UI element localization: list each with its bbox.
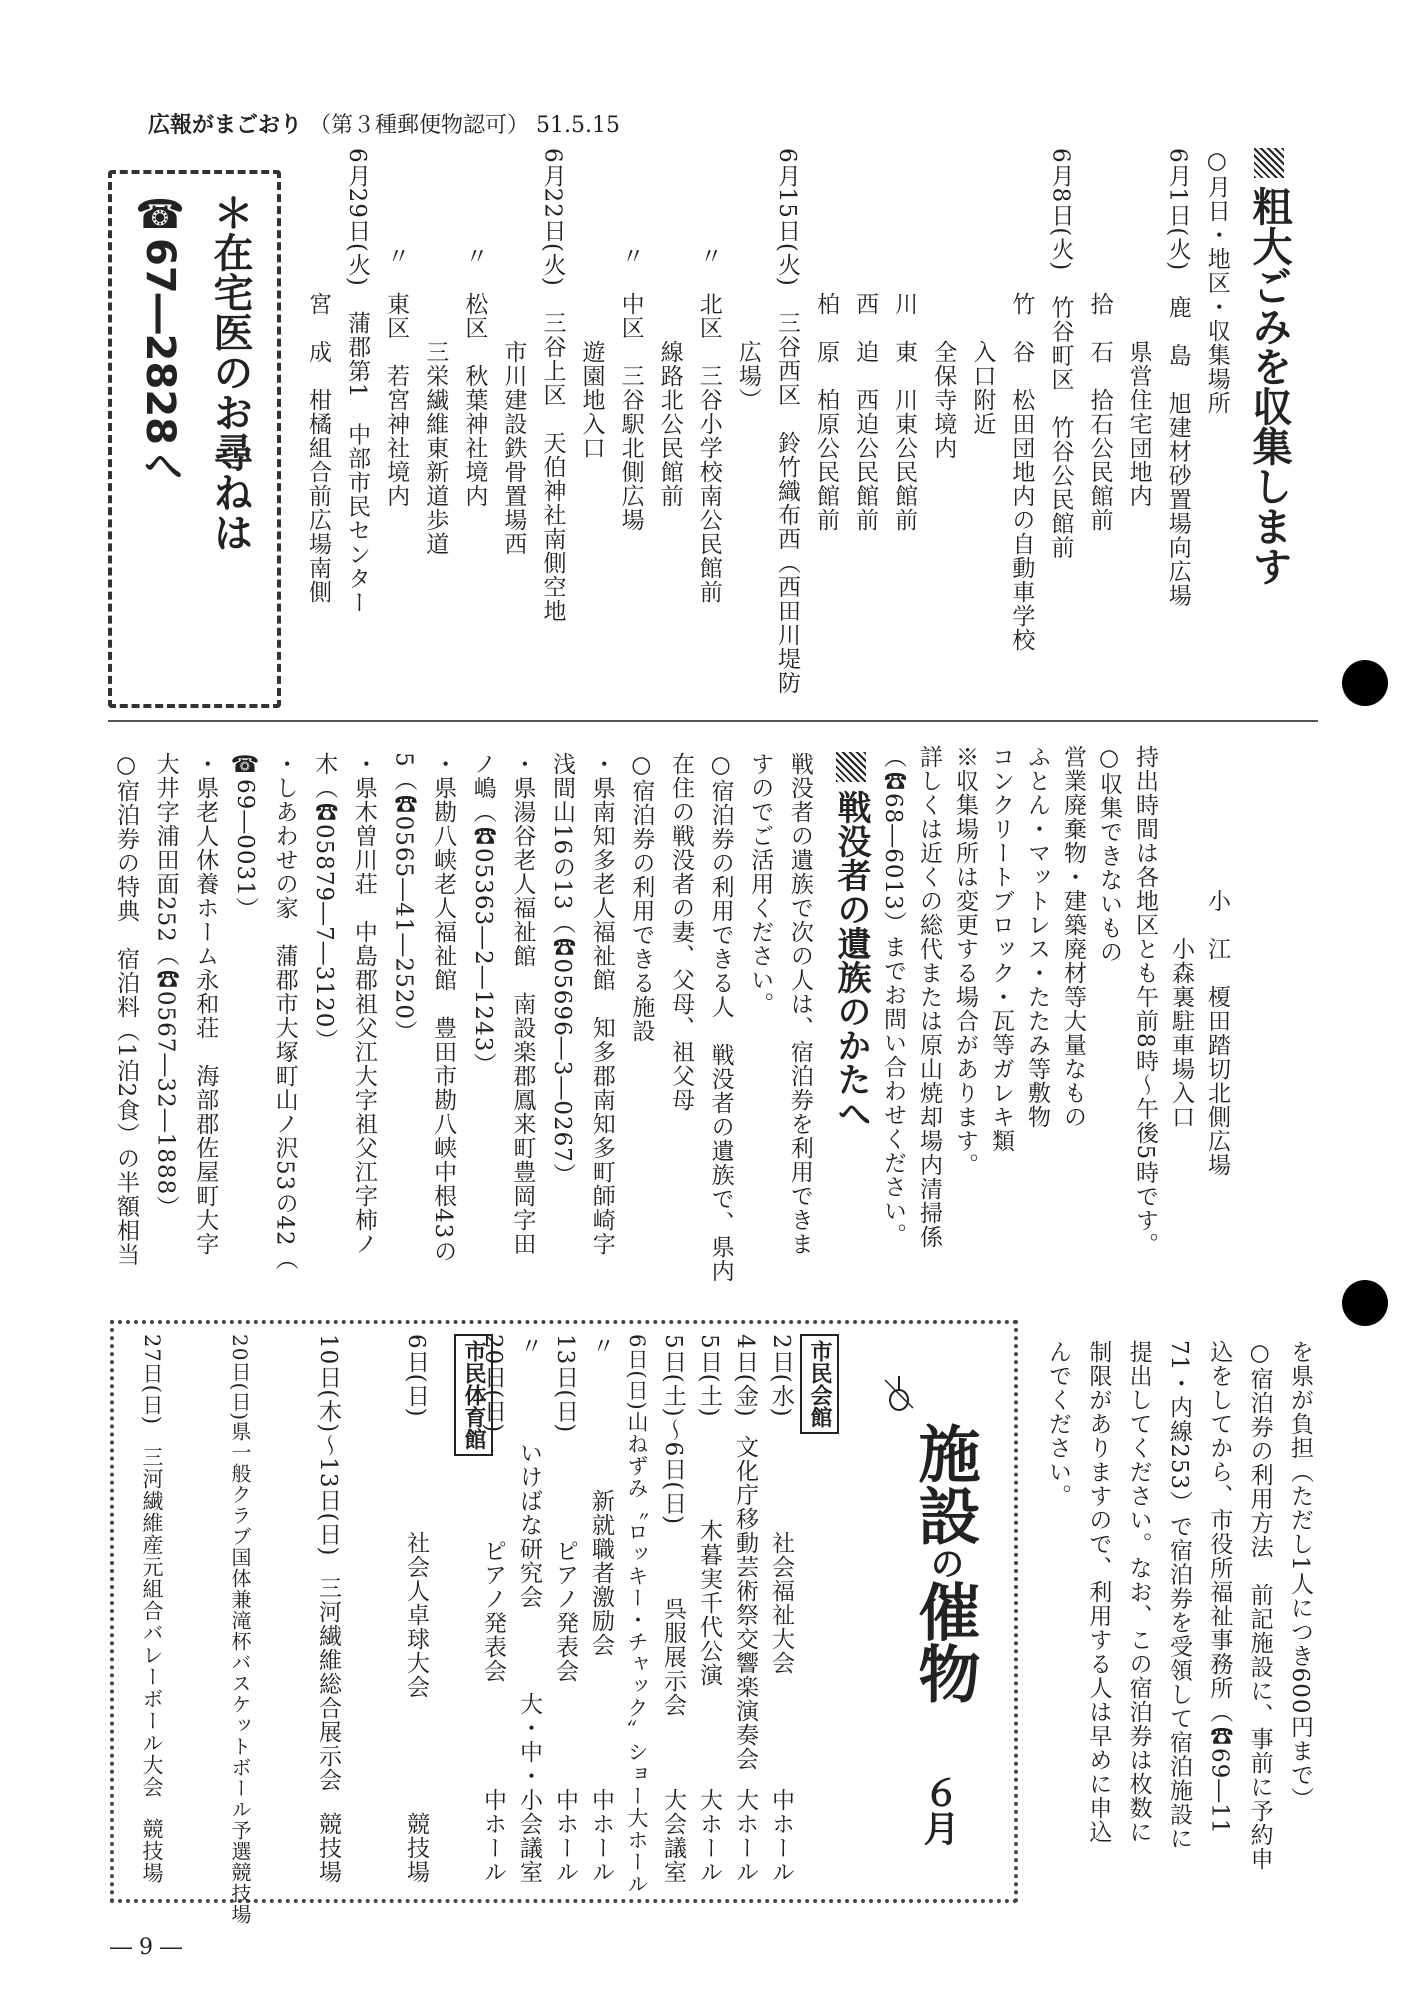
garbage-note-line: コンクリートブロック・瓦等ガレキ類 <box>988 745 1014 1153</box>
hatch-mark-icon <box>1254 148 1284 178</box>
events-title <box>869 1374 979 1894</box>
veterans-line: 浅間山16の13（☎05696―3―0267） <box>549 752 576 1187</box>
event-date: 6日(日) <box>625 1334 649 1411</box>
event-name: 文化庁移動芸術祭交響楽演奏会 <box>732 1434 758 1771</box>
event-place: 競技場 <box>403 1812 429 1884</box>
event-date: 6日(日) <box>403 1334 429 1418</box>
event-date: 〃 <box>588 1334 614 1358</box>
events-title-particle: の <box>924 1546 964 1580</box>
event-place: 中ホール <box>768 1788 794 1884</box>
event-place: 競技場 <box>315 1812 341 1884</box>
veterans-usage-line: 込をしてから、市役所福祉事務所（☎69―11 <box>1206 1340 1233 1835</box>
garbage-note-line: ふとん・マットレス・たたみ等敷物 <box>1024 745 1050 1129</box>
event-row <box>398 1334 434 1884</box>
veterans-line: 戦没者の遺族で次の人は、宿泊券を利用できま <box>786 752 813 1256</box>
event-row <box>583 1334 619 1884</box>
garbage-line: 宮 成 柑橘組合前広場南側 <box>305 148 331 604</box>
garbage-line: 入口附近 <box>969 148 996 436</box>
event-row <box>691 1334 727 1884</box>
garbage-line: 遊園地入口 <box>578 148 605 460</box>
hall1-events <box>480 1334 799 1895</box>
events-title-text <box>909 1422 979 1704</box>
issue-date: 51.5.15 <box>536 113 621 138</box>
garbage-schedule <box>300 148 1235 703</box>
event-name: 木暮実千代公演 <box>696 1518 722 1687</box>
event-row <box>763 1334 799 1884</box>
garbage-note-line: 営業廃棄物・建築廃材等大量なもの <box>1060 745 1086 1129</box>
veterans-usage-line: んでください。 <box>1045 1340 1071 1508</box>
hall1-label: 市民会館 <box>800 1334 839 1434</box>
garbage-line: 〃 東区 若宮神社境内 <box>383 148 410 508</box>
event-row <box>134 1334 170 1884</box>
event-name: 三河繊維総合展示会 <box>315 1576 341 1793</box>
postal-permit: （第３種郵便物認可） <box>309 113 530 138</box>
event-place: 競技場 <box>228 1862 252 1926</box>
event-place: 中ホール <box>480 1788 506 1884</box>
veterans-line: ☎69―0031） <box>231 752 258 921</box>
garbage-line: 〃 松区 秋葉神社境内 <box>461 148 488 508</box>
veterans-line: ・県南知多老人福祉館 知多郡南知多町師崎字 <box>588 752 615 1256</box>
veterans-line: ・県湯谷老人福祉館 南設楽郡鳳来町豊岡字田 <box>509 752 536 1256</box>
event-date: 13日(日) <box>552 1334 578 1434</box>
garbage-line: 広場） <box>734 148 761 412</box>
event-row <box>727 1334 763 1884</box>
garbage-line: 拾 石 拾石公民館前 <box>1086 148 1113 532</box>
events-box <box>110 1320 1018 1926</box>
violin-icon <box>879 1374 919 1414</box>
punch-hole-top <box>1342 660 1388 706</box>
veterans-line: 在住の戦没者の妻、父母、祖父母 <box>667 752 694 1112</box>
event-row <box>222 1334 258 1926</box>
events-month: ６月 <box>918 1774 959 1846</box>
veterans-line: ・県木曽川荘 中島郡祖父江大字祖父江字柿ノ <box>350 752 377 1256</box>
home-doctor-box <box>108 170 281 708</box>
event-place: 大ホール <box>696 1788 722 1884</box>
garbage-line: 県営住宅団地内 <box>1125 148 1152 508</box>
event-date: 27日(日) <box>140 1334 164 1426</box>
garbage-line: 6月15日(火) 三谷西区 鈴竹織布西（西田川堤防 <box>773 148 800 695</box>
home-doctor-heading: ＊在宅医のお尋ねは <box>207 192 253 552</box>
garbage-notes <box>880 745 1235 1300</box>
garbage-line: 全保寺境内 <box>930 148 957 460</box>
garbage-line: ○月日・地区・収集場所 <box>1203 148 1230 415</box>
garbage-line: 線路北公民館前 <box>656 148 683 508</box>
veterans-body <box>108 752 818 1307</box>
veterans-usage-line: 71・内線253）で宿泊券を受領して宿泊施設に <box>1165 1340 1192 1851</box>
event-place: 中ホール <box>588 1788 614 1884</box>
page-header <box>148 108 620 139</box>
garbage-line: 西 迫 西迫公民館前 <box>852 148 879 532</box>
garbage-line: 6月1日(火) 鹿 島 旭建材砂置場向広場 <box>1164 148 1191 608</box>
hatch-mark-icon <box>836 752 866 782</box>
veterans-line: ・県老人休養ホーム永和荘 海部郡佐屋町大字 <box>192 752 219 1256</box>
events-title-part: 催物 <box>908 1580 981 1704</box>
garbage-note-line: 持出時間は各地区とも午前8時〜午後5時です。 <box>1132 745 1158 1257</box>
garbage-line: 竹 谷 松田団地内の自動車学校 <box>1008 148 1035 652</box>
event-name: いけばな研究会 <box>516 1441 542 1609</box>
veterans-line: 5（☎0565―41―2520） <box>390 752 417 1044</box>
event-name: ピアノ発表会 <box>552 1538 578 1683</box>
event-date: 5日(土) <box>696 1334 722 1418</box>
veterans-title-text: 戦没者の遺族のかたへ <box>831 790 871 1130</box>
event-date: 20日(日) <box>480 1334 506 1434</box>
garbage-line: 川 東 川東公民館前 <box>891 148 918 532</box>
event-date: 4日(金) <box>732 1334 758 1418</box>
veterans-line: ○宿泊券の利用できる人 戦没者の遺族で、県内 <box>707 752 734 1283</box>
garbage-note-line: 小 江 榎田踏切北側広場 <box>1204 745 1230 1177</box>
veterans-line: ・県勘八峡老人福祉館 豊田市勘八峡中根43の <box>430 752 457 1264</box>
garbage-line: 6月22日(火) 三谷上区 天伯神社南側空地 <box>539 148 566 623</box>
garbage-line: 柏 原 柏原公民館前 <box>813 148 840 532</box>
event-date: 5日(土)〜6日(日) <box>660 1334 686 1526</box>
event-name: 山ねずみ〝ロッキー・チャック〟ショー <box>625 1410 649 1807</box>
garbage-line: 〃 中区 三谷駅北側広場 <box>617 148 644 532</box>
hall2-label: 市民体育館 <box>454 1334 493 1456</box>
veterans-line: すのでご活用ください。 <box>747 752 774 1016</box>
veterans-usage <box>1040 1340 1318 1885</box>
hall2-events <box>134 1334 434 1926</box>
events-title-part: 施設 <box>908 1422 981 1546</box>
veterans-line: 木（☎05879―7―3120） <box>311 752 338 1053</box>
event-row <box>619 1334 655 1895</box>
veterans-line: ○宿泊券の利用できる施設 <box>628 752 655 1043</box>
garbage-note-line: （☎68―6013）までお問い合わせください。 <box>880 745 906 1247</box>
event-place: 中ホール <box>552 1788 578 1884</box>
event-row <box>547 1334 583 1884</box>
garbage-note-line: 小森裏駐車場入口 <box>1168 745 1194 1129</box>
garbage-line: 6月8日(火) 竹谷町区 竹谷公民館前 <box>1047 148 1074 560</box>
veterans-line: ・しあわせの家 蒲郡市大塚町山ノ沢53の42（ <box>271 752 298 1271</box>
event-row <box>310 1334 346 1884</box>
garbage-note-line: ○収集できないもの <box>1096 745 1122 964</box>
garbage-line: 〃 北区 三谷小学校南公民館前 <box>695 148 722 604</box>
garbage-note-line: 詳しくは近くの総代または原山焼却場内清掃係 <box>916 745 942 1249</box>
newsletter-title: 広報がまごおり <box>148 113 303 138</box>
garbage-title-text: 粗大ごみを収集します <box>1246 186 1292 586</box>
veterans-usage-line: を県が負担（ただし1人につき600円まで） <box>1286 1340 1313 1811</box>
event-row <box>655 1334 691 1884</box>
veterans-line: ○宿泊券の特典 宿泊料（1泊2食）の半額相当 <box>113 752 139 1267</box>
garbage-note-line: ※収集場所は変更する場合があります。 <box>952 745 978 1177</box>
event-date: 2日(水) <box>768 1334 794 1418</box>
event-name: 県一般クラブ国体兼滝杯バスケットボール予選 <box>228 1421 252 1863</box>
event-date: 〃 <box>516 1334 542 1358</box>
home-doctor-phone: ☎67―2828へ <box>137 192 183 485</box>
event-place: 大ホール <box>732 1788 758 1884</box>
event-name: 社会福祉大会 <box>768 1530 794 1675</box>
event-name: ピアノ発表会 <box>480 1538 506 1683</box>
event-place: 大ホール <box>625 1806 649 1895</box>
garbage-section-title <box>1245 148 1293 586</box>
event-name: 新就職者激励会 <box>588 1489 614 1657</box>
garbage-line: 三栄繊維東新道歩道 <box>422 148 449 556</box>
event-name: 三河繊維産元組合バレーボール大会 <box>140 1445 164 1798</box>
punch-hole-bottom <box>1342 1280 1388 1326</box>
event-place: 競技場 <box>140 1817 164 1884</box>
veterans-line: ノ嶋（☎05363―2―1243） <box>469 752 496 1077</box>
event-date: 20日(日) <box>228 1334 252 1422</box>
veterans-usage-line: 制限がありますので、利用する人は早めに申込 <box>1085 1340 1112 1844</box>
event-name: 呉服展示会 <box>660 1596 686 1717</box>
hall2-label-wrap <box>454 1334 493 1456</box>
section-divider <box>108 720 1318 722</box>
event-place: 大会議室 <box>660 1787 686 1884</box>
event-place: 大・中・小会議室 <box>516 1692 542 1884</box>
veterans-usage-line: ○宿泊券の利用方法 前記施設に、事前に予約申 <box>1246 1340 1273 1871</box>
veterans-usage-line: 提出してください。なお、この宿泊券は枚数に <box>1125 1340 1152 1844</box>
veterans-line: 大井字浦田面252（☎0567―32―1888） <box>152 752 179 1220</box>
garbage-line: 6月29日(火) 蒲郡第1 中部市民センター <box>344 148 371 615</box>
event-date: 10日(木)〜13日(日) <box>315 1334 341 1557</box>
page-number: ― 9 ― <box>110 1935 182 1960</box>
event-name: 社会人卓球大会 <box>403 1530 429 1699</box>
garbage-line: 市川建設鉄骨置場西 <box>500 148 527 556</box>
event-row <box>511 1334 547 1884</box>
veterans-section-title <box>830 752 872 1130</box>
